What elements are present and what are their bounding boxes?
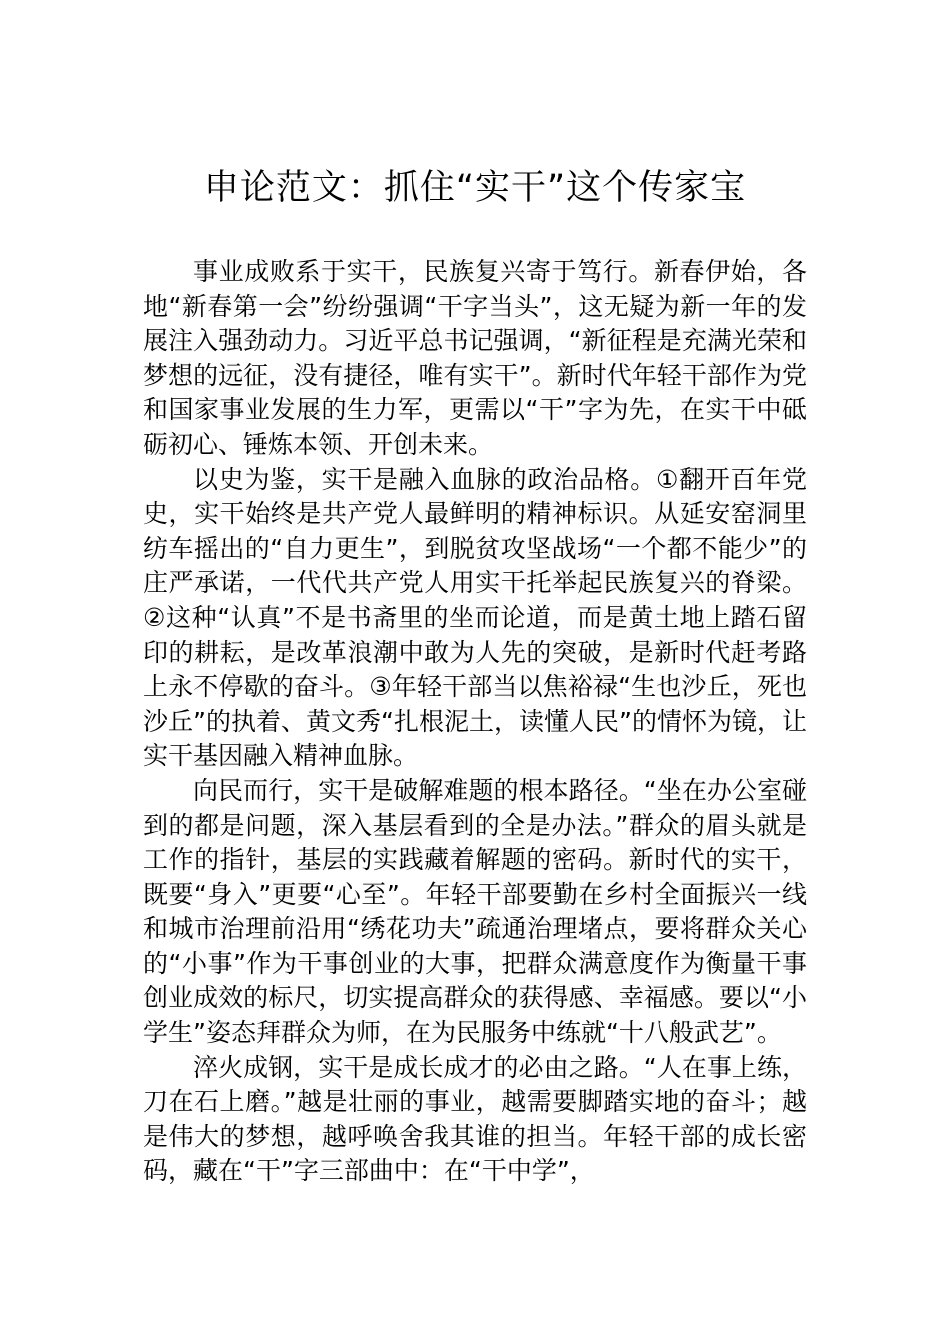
paragraph: 向民而行，实干是破解难题的根本路径。“坐在办公室碰到的都是问题，深入基层看到的全是办法。”群众的眉头就是工作的指针，基层的实践藏着解题的密码。新时代的实干，既要“身入”更要“心至”。年轻干部要勤在乡村全面振兴一线和城市治理前沿用“绣花功夫”疏通治理堵点，要将群众关心的“小事”作为干事创业的大事，把群众满意度作为衡量干事创业成效的标尺，切实提高群众的获得感、幸福感。要以“小学生”姿态拜群众为师，在为民服务中练就“十八般武艺”。 bbox=[143, 775, 807, 1048]
document-title: 申论范文：抓住“实干”这个传家宝 bbox=[203, 168, 747, 208]
paragraph: 淬火成钢，实干是成长成才的必由之路。“人在事上练，刀在石上磨。”越是壮丽的事业，越需要脚踏实地的奋斗；越是伟大的梦想，越呼唤舍我其谁的担当。年轻干部的成长密码，藏在“干”字三部曲中：在“干中学”， bbox=[143, 1052, 807, 1186]
paragraph: 事业成败系于实干，民族复兴寄于笃行。新春伊始，各地“新春第一会”纷纷强调“干字当头”，这无疑为新一年的发展注入强劲动力。习近平总书记强调，“新征程是充满光荣和梦想的远征，没有捷径，唯有实干”。新时代年轻干部作为党和国家事业发展的生力军，更需以“干”字为先，在实干中砥砺初心、锤炼本领、开创未来。 bbox=[143, 257, 807, 459]
document-body bbox=[143, 255, 807, 1189]
paragraph: 以史为鉴，实干是融入血脉的政治品格。①翻开百年党史，实干始终是共产党人最鲜明的精神标识。从延安窑洞里纺车摇出的“自力更生”，到脱贫攻坚战场“一个都不能少”的庄严承诺，一代代共产党人用实干托举起民族复兴的脊梁。②这种“认真”不是书斋里的坐而论道，而是黄土地上踏石留印的耕耘，是改革浪潮中敢为人先的突破，是新时代赶考路上永不停歇的奋斗。③年轻干部当以焦裕禄“生也沙丘，死也沙丘”的执着、黄文秀“扎根泥土，读懂人民”的情怀为镜，让实干基因融入精神血脉。 bbox=[143, 464, 807, 771]
